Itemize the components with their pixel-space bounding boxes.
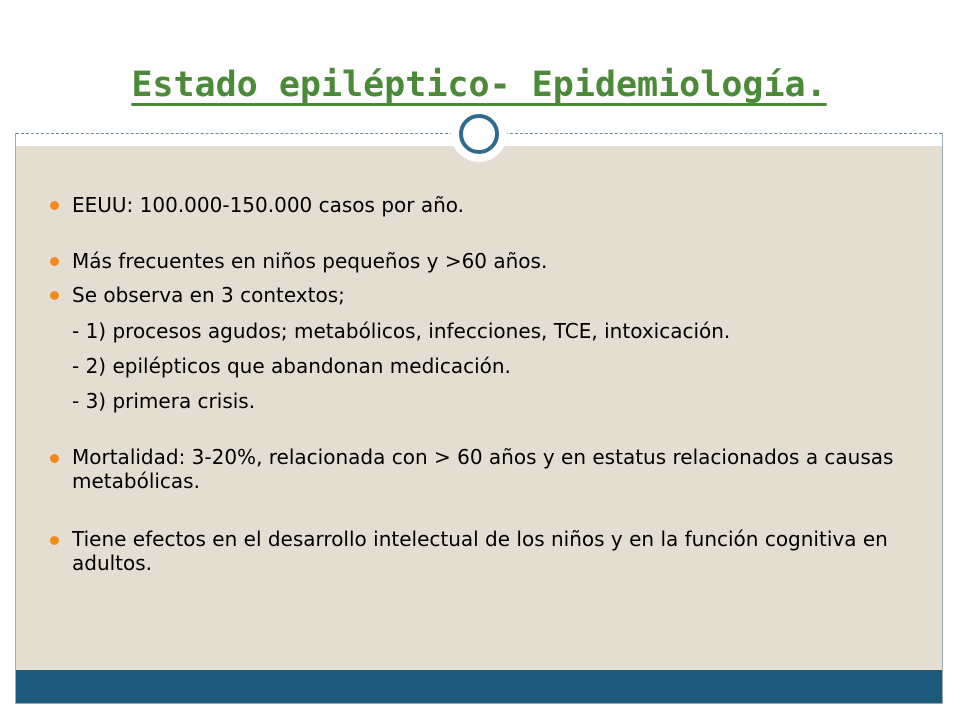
- circle-ring-icon: [459, 114, 499, 154]
- bullet-text: Se observa en 3 contextos;: [72, 283, 345, 307]
- bullet-text: Más frecuentes en niños pequeños y >60 años.: [72, 249, 548, 273]
- bullet-item: [48, 445, 908, 493]
- bullet-item: [48, 248, 908, 274]
- bullet-text: Tiene efectos en el desarrollo intelectual de los niños y en la función cognitiva en adultos.: [72, 527, 888, 575]
- bullet-text: EEUU: 100.000-150.000 casos por año.: [72, 193, 465, 217]
- bullet-text: Mortalidad: 3-20%, relacionada con > 60 años y en estatus relacionados a causas metabólicas.: [72, 445, 894, 493]
- bullet-item: [48, 527, 908, 575]
- bullet-icon: [50, 201, 59, 210]
- footer-bar: [16, 670, 942, 703]
- bullet-icon: [50, 454, 59, 463]
- bullet-icon: [50, 257, 59, 266]
- context-line: - 2) epilépticos que abandonan medicación.: [72, 354, 511, 378]
- bullet-item: [48, 282, 908, 308]
- slide-title: Estado epiléptico- Epidemiología.: [131, 65, 827, 105]
- context-line: - 1) procesos agudos; metabólicos, infecciones, TCE, intoxicación.: [72, 319, 731, 343]
- bullet-item: [48, 192, 908, 218]
- bullet-icon: [50, 291, 59, 300]
- bullet-icon: [50, 536, 59, 545]
- context-line: - 3) primera crisis.: [72, 389, 256, 413]
- slide-body: [48, 192, 908, 575]
